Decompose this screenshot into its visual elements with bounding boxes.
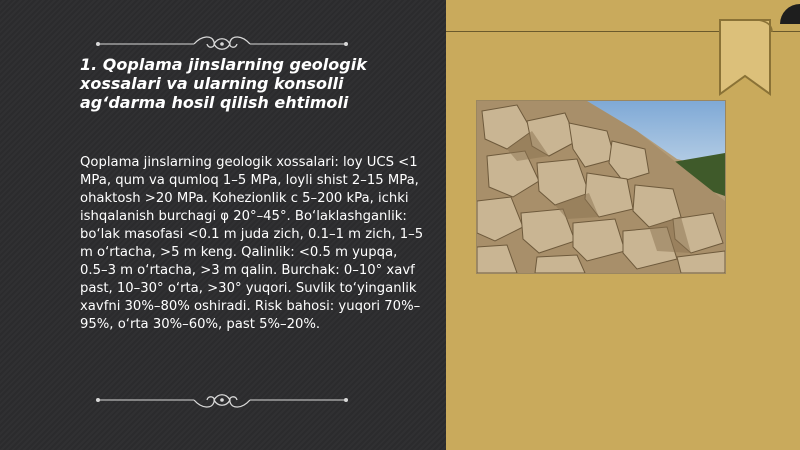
bookmark-icon — [718, 18, 774, 98]
corner-circle-decoration — [776, 0, 800, 24]
slide-body-text: Qoplama jinslarning geologik xossalari: loy UCS <1 MPa, qum va qumloq 1–5 MPa, loyli shist 2–15 MPa, ohaktosh >20 MPa. Kohezionlik c 5–200 kPa, ichki ishqalanish burchagi φ 20°–45°. Bo‘laklashganlik: bo‘lak masofasi <0.1 m juda zich, 0.1–1 m zich, 1–5 m o‘rtacha, >5 m keng. Qalinlik: <0.5 m yupqa, 0.5–3 m o‘rtacha, >3 m qalin. Burchak: 0–10° xavf past, 10–30° o‘rta, >30° yuqori. Suvlik to‘yinganlik xavfni 30%–80% oshiradi. Risk bahosi: yuqori 70%–95%, o‘rta 30%–60%, past 5%–20%. — [80, 155, 424, 332]
rocky-slope-photo-icon — [476, 100, 726, 274]
flourish-divider-bottom-icon — [94, 389, 350, 411]
slide-title: 1. Qoplama jinslarning geologik xossalari va ularning konsolli ag‘darma hosil qilish ehtimoli — [80, 55, 367, 112]
flourish-divider-top-icon — [94, 33, 350, 55]
